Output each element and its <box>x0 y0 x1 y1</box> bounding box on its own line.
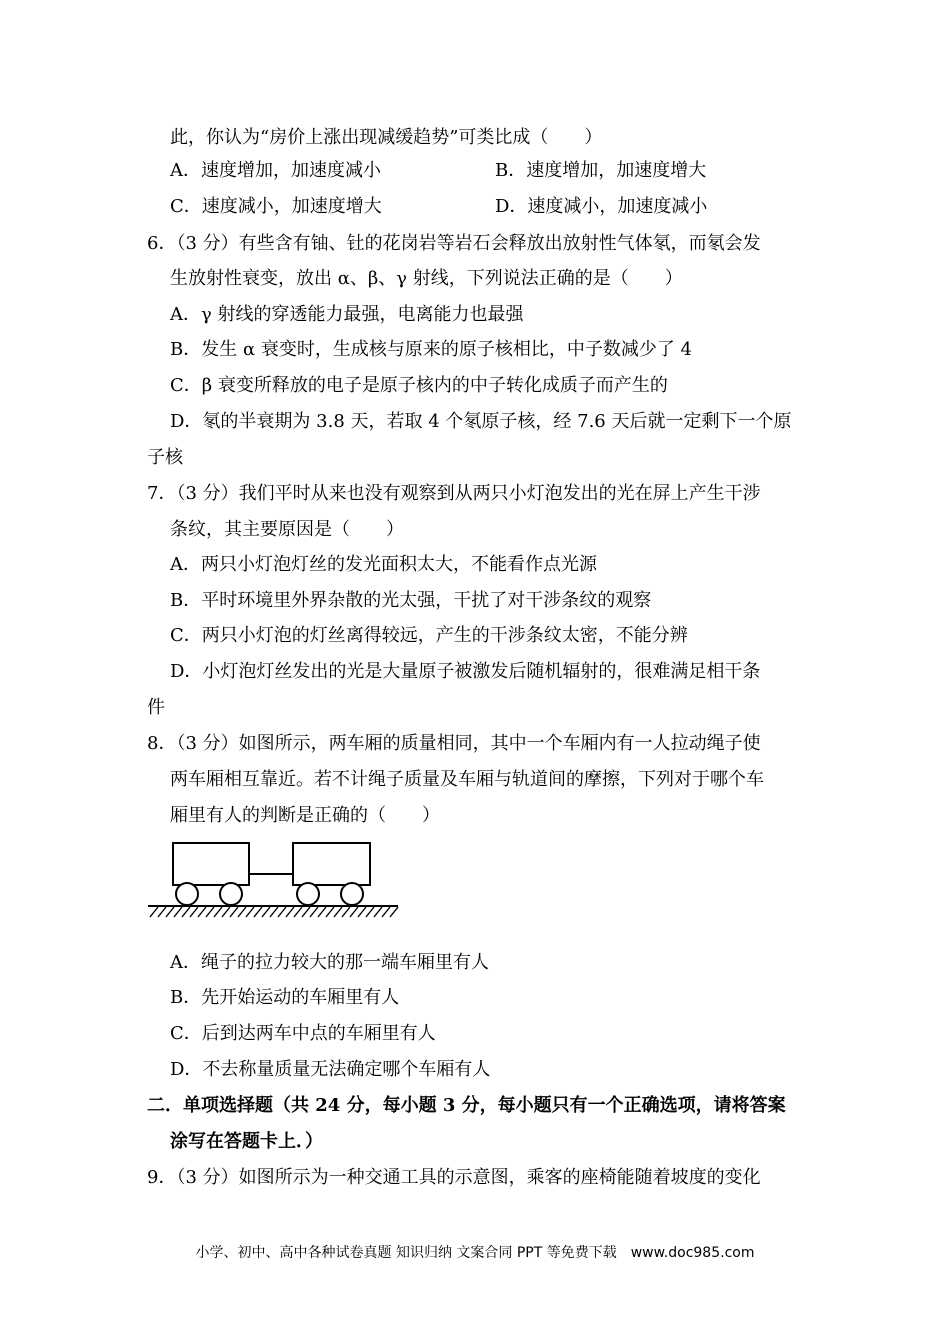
q7-stem-line2: 条纹，其主要原因是（ ） <box>170 519 404 540</box>
q6-option-a: A．γ 射线的穿透能力最强，电离能力也最强 <box>170 304 524 325</box>
hatch-mark <box>382 907 390 917</box>
section-heading-line1: 二．单项选择题（共 24 分，每小题 3 分，每小题只有一个正确选项，请将答案 <box>147 1095 786 1116</box>
hatch-mark <box>198 907 206 917</box>
right-cart <box>293 843 370 905</box>
q7-option-b: B．平时环境里外界杂散的光太强，干扰了对干涉条纹的观察 <box>170 590 652 611</box>
hatch-mark <box>342 907 350 917</box>
q7-option-d-line1: D．小灯泡灯丝发出的光是大量原子被激发后随机辐射的，很难满足相干条 <box>170 661 761 682</box>
hatch-mark <box>222 907 230 917</box>
hatch-mark <box>294 907 302 917</box>
q6-stem-line2: 生放射性衰变，放出 α、β、γ 射线，下列说法正确的是（ ） <box>170 268 683 289</box>
hatch-mark <box>286 907 294 917</box>
q7-option-c: C．两只小灯泡的灯丝离得较远，产生的干涉条纹太密，不能分辨 <box>170 625 688 646</box>
two-carts-figure <box>146 838 400 928</box>
hatch-mark <box>182 907 190 917</box>
hatch-mark <box>350 907 358 917</box>
q8-option-c: C．后到达两车中点的车厢里有人 <box>170 1023 436 1044</box>
track-hatching <box>150 907 398 917</box>
hatch-mark <box>158 907 166 917</box>
section-heading-line2: 涂写在答题卡上．） <box>170 1131 323 1152</box>
q5-option-d: D．速度减小，加速度减小 <box>495 196 708 217</box>
left-cart-wheel <box>220 883 242 905</box>
hatch-mark <box>334 907 342 917</box>
q5-option-c: C．速度减小，加速度增大 <box>170 196 382 217</box>
left-cart-wheel <box>176 883 198 905</box>
q6-option-b: B．发生 α 衰变时，生成核与原来的原子核相比，中子数减少了 4 <box>170 339 692 360</box>
q7-option-d-line2: 件 <box>147 697 165 718</box>
hatch-mark <box>230 907 238 917</box>
q9-stem-line1: 9．（3 分）如图所示为一种交通工具的示意图，乘客的座椅能随着坡度的变化 <box>147 1167 761 1188</box>
hatch-mark <box>358 907 366 917</box>
hatch-mark <box>238 907 246 917</box>
q8-option-a: A．绳子的拉力较大的那一端车厢里有人 <box>170 952 489 973</box>
hatch-mark <box>174 907 182 917</box>
hatch-mark <box>214 907 222 917</box>
hatch-mark <box>302 907 310 917</box>
hatch-mark <box>318 907 326 917</box>
left-cart <box>173 843 249 905</box>
q8-stem-line1: 8．（3 分）如图所示，两车厢的质量相同，其中一个车厢内有一人拉动绳子使 <box>147 733 761 754</box>
q8-stem-line3: 厢里有人的判断是正确的（ ） <box>170 805 440 826</box>
q8-option-b: B．先开始运动的车厢里有人 <box>170 987 400 1008</box>
right-cart-wheel <box>297 883 319 905</box>
q5-option-b: B．速度增加，加速度增大 <box>495 160 707 181</box>
hatch-mark <box>150 907 158 917</box>
q6-option-c: C．β 衰变所释放的电子是原子核内的中子转化成质子而产生的 <box>170 375 668 396</box>
hatch-mark <box>166 907 174 917</box>
q5-option-a: A．速度增加，加速度减小 <box>170 160 381 181</box>
q6-stem-line1: 6．（3 分）有些含有铀、钍的花岗岩等岩石会释放出放射性气体氡，而氡会发 <box>147 233 761 254</box>
hatch-mark <box>246 907 254 917</box>
hatch-mark <box>366 907 374 917</box>
hatch-mark <box>262 907 270 917</box>
q6-option-d-line1: D．氡的半衰期为 3.8 天，若取 4 个氡原子核，经 7.6 天后就一定剩下一个原 <box>170 411 792 432</box>
q8-option-d: D．不去称量质量无法确定哪个车厢有人 <box>170 1059 491 1080</box>
hatch-mark <box>190 907 198 917</box>
q7-stem-line1: 7．（3 分）我们平时从来也没有观察到从两只小灯泡发出的光在屏上产生干涉 <box>147 483 761 504</box>
hatch-mark <box>310 907 318 917</box>
hatch-mark <box>326 907 334 917</box>
right-cart-wheel <box>341 883 363 905</box>
q7-option-a: A．两只小灯泡灯丝的发光面积太大，不能看作点光源 <box>170 554 597 575</box>
q6-option-d-line2: 子核 <box>147 447 183 468</box>
hatch-mark <box>278 907 286 917</box>
q5-stem-continued: 此，你认为“房价上涨出现减缓趋势”可类比成（ ） <box>170 127 603 148</box>
hatch-mark <box>270 907 278 917</box>
hatch-mark <box>206 907 214 917</box>
page-footer: 小学、初中、高中各种试卷真题 知识归纳 文案合同 PPT 等免费下载 www.doc985.com <box>195 1245 755 1261</box>
hatch-mark <box>374 907 382 917</box>
q8-stem-line2: 两车厢相互靠近。若不计绳子质量及车厢与轨道间的摩擦，下列对于哪个车 <box>170 769 764 790</box>
hatch-mark <box>390 907 398 917</box>
hatch-mark <box>254 907 262 917</box>
